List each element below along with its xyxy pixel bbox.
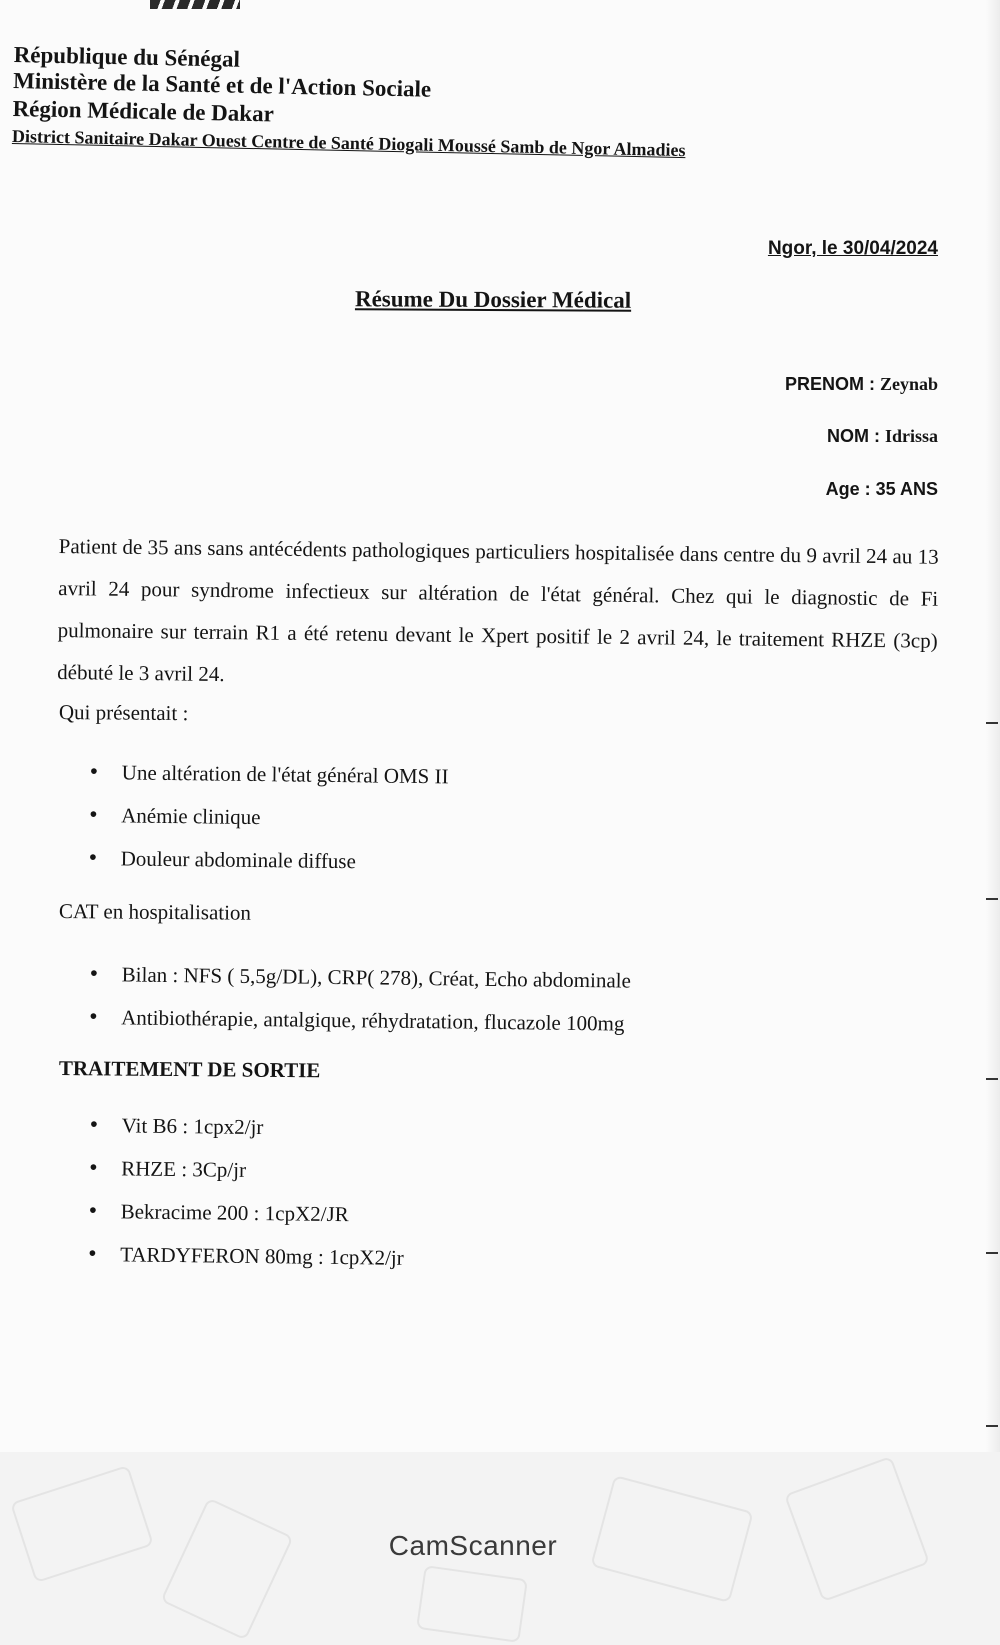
page-edge-shadow: [986, 0, 1000, 1452]
cat-heading: CAT en hospitalisation: [58, 899, 252, 925]
cat-list: [89, 953, 631, 1046]
header-region: Région Médicale de Dakar: [12, 95, 275, 127]
document-date: Ngor, le 30/04/2024: [767, 238, 938, 259]
decor-shape: [10, 1465, 154, 1583]
decor-shape: [160, 1497, 293, 1640]
header-ministry: Ministère de la Santé et de l'Action Sociale: [12, 67, 432, 102]
decor-shape: [784, 1456, 930, 1602]
list-item: • RHZE : 3Cp/jr: [89, 1147, 405, 1194]
discharge-treatment-list: [88, 1104, 406, 1280]
age-value: 35 ANS: [875, 479, 938, 499]
paper-scrap-mark: [150, 0, 240, 9]
header-country: République du Sénégal: [13, 42, 241, 72]
nom-label: NOM :: [826, 426, 880, 446]
list-item: • Douleur abdominale diffuse: [88, 837, 447, 884]
document-title: Résume Du Dossier Médical: [354, 286, 632, 313]
list-item: • Anémie clinique: [89, 794, 448, 841]
presentation-heading: Qui présentait :: [58, 700, 189, 726]
camscanner-watermark: CamScanner: [388, 1530, 558, 1561]
list-item: • TARDYFERON 80mg : 1cpX2/jr: [88, 1233, 404, 1280]
list-item: • Antibiothérapie, antalgique, réhydratation, flucazole 100mg: [89, 996, 631, 1046]
discharge-treatment-heading: TRAITEMENT DE SORTIE: [58, 1056, 321, 1083]
patient-firstname: [785, 374, 938, 395]
prenom-label: PRENOM :: [784, 374, 875, 394]
patient-age: [826, 479, 938, 500]
age-label: Age :: [825, 479, 871, 499]
list-item: • Vit B6 : 1cpx2/jr: [89, 1104, 405, 1151]
list-item: • Une altération de l'état général OMS II: [89, 751, 448, 798]
institution-header: [11, 42, 794, 198]
list-item: • Bekracime 200 : 1cpX2/JR: [88, 1190, 404, 1237]
presentation-list: [88, 751, 448, 884]
prenom-value: Zeynab: [879, 374, 938, 394]
decor-shape: [416, 1565, 528, 1643]
clinical-summary: Patient de 35 ans sans antécédents pathologiques particuliers hospitalisée dans centre du 9 avril 24 au 13 avril 24 pour syndrome infectieux sur altération de l'état général. Chez qui le diagnostic de Fi pulmonaire sur terrain R1 a été retenu devant le Xpert positif le 2 avril 24, le traitement RHZE (3cp) débuté le 3 avril 24.: [57, 533, 939, 687]
patient-lastname: [827, 426, 938, 447]
nom-value: Idrissa: [884, 426, 938, 446]
list-item: • Bilan : NFS ( 5,5g/DL), CRP( 278), Créat, Echo abdominale: [89, 953, 631, 1003]
header-district: District Sanitaire Dakar Ouest Centre de Santé Diogali Moussé Samb de Ngor Almadies: [11, 125, 686, 161]
